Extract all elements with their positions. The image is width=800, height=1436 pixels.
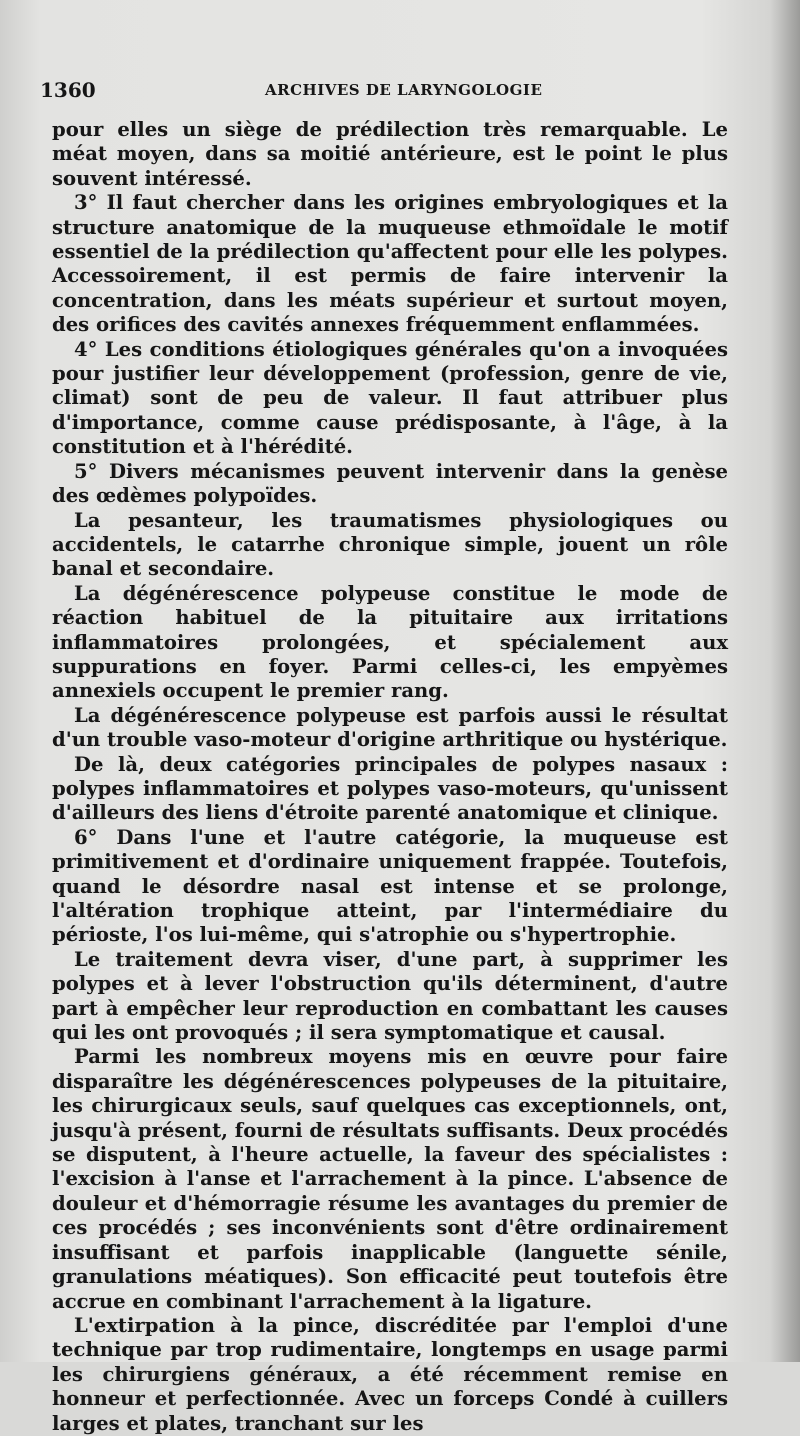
paragraph: La dégénérescence polypeuse constitue le mode de réaction habituel de la pituitaire aux irritations inflammatoires prolongées, et spécialement aux suppurations en foyer. Parmi celles-ci, les empyèmes annexiels occupent le premier rang. — [52, 581, 728, 703]
page-number: 1360 — [40, 78, 96, 102]
paragraph: Parmi les nombreux moyens mis en œuvre pour faire disparaître les dégénérescences polypeuses de la pituitaire, les chirurgicaux seuls, sauf quelques cas exceptionnels, ont, jusqu'à présent, fourni de résultats suffisants. Deux procédés se disputent, à l'heure actuelle, la faveur des spécialistes : l'excision à l'anse et l'arrachement à la pince. L'absence de douleur et d'hémorragie résume les avantages du premier de ces procédés ; ses inconvénients sont d'être ordinairement insuffisant et parfois inapplicable (languette sénile, granulations méatiques). Son efficacité peut toutefois être accrue en combinant l'arrachement à la ligature. — [52, 1045, 728, 1313]
page-header — [40, 78, 740, 108]
body-text — [52, 118, 728, 1436]
paragraph: L'extirpation à la pince, discréditée par l'emploi d'une technique par trop rudimentaire, longtemps en usage parmi les chirurgiens généraux, a été récemment remise en honneur et perfectionnée. Avec un forceps Condé à cuillers larges et plates, tranchant sur les — [52, 1313, 728, 1435]
paragraph: Le traitement devra viser, d'une part, à supprimer les polypes et à lever l'obstruction qu'ils déterminent, d'autre part à empêcher leur reproduction en combattant les causes qui les ont provoqués ; il sera symptomatique et causal. — [52, 947, 728, 1045]
paragraph: pour elles un siège de prédilection très remarquable. Le méat moyen, dans sa moitié antérieure, est le point le plus souvent intéressé. — [52, 118, 728, 190]
paragraph: 5° Divers mécanismes peuvent intervenir dans la genèse des œdèmes polypoïdes. — [52, 459, 728, 508]
paragraph: La dégénérescence polypeuse est parfois aussi le résultat d'un trouble vaso-moteur d'origine arthritique ou hystérique. — [52, 703, 728, 752]
paragraph: La pesanteur, les traumatismes physiologiques ou accidentels, le catarrhe chronique simple, jouent un rôle banal et secondaire. — [52, 508, 728, 581]
paragraph: 6° Dans l'une et l'autre catégorie, la muqueuse est primitivement et d'ordinaire uniquement frappée. Toutefois, quand le désordre nasal est intense et se prolonge, l'altération trophique atteint, par l'intermédiaire du périoste, l'os lui-même, qui s'atrophie ou s'hypertrophie. — [52, 825, 728, 947]
paragraph: De là, deux catégories principales de polypes nasaux : polypes inflammatoires et polypes vaso-moteurs, qu'unissent d'ailleurs des liens d'étroite parenté anatomique et clinique. — [52, 752, 728, 825]
paragraph: 3° Il faut chercher dans les origines embryologiques et la structure anatomique de la muqueuse ethmoïdale le motif essentiel de la prédilection qu'affectent pour elle les polypes. Accessoirement, il est permis de faire intervenir la concentration, dans les méats supérieur et surtout moyen, des orifices des cavités annexes fréquemment enflammées. — [52, 191, 728, 337]
running-title: ARCHIVES DE LARYNGOLOGIE — [265, 81, 543, 99]
paragraph: 4° Les conditions étiologiques générales qu'on a invoquées pour justifier leur développement (profession, genre de vie, climat) sont de peu de valeur. Il faut attribuer plus d'importance, comme cause prédisposante, à l'âge, à la constitution et à l'hérédité. — [52, 337, 728, 459]
